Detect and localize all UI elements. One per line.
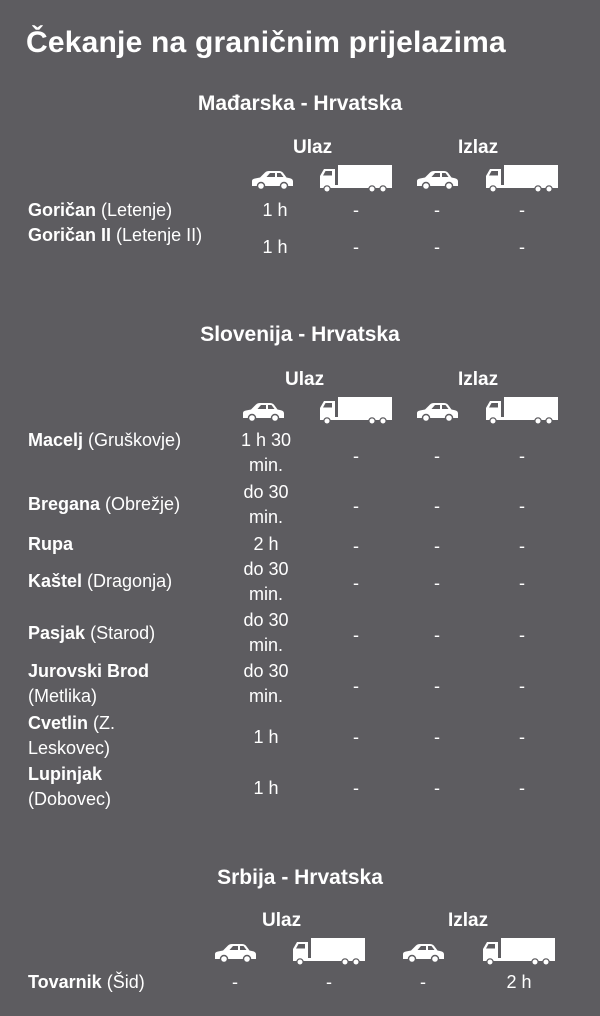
car-icon bbox=[212, 942, 258, 964]
entry-car-wait: do 30 min. bbox=[243, 482, 289, 527]
crossing-name: Rupa bbox=[28, 534, 73, 554]
exit-header: Izlaz bbox=[458, 137, 499, 158]
crossing-name: Pasjak (Starod) bbox=[28, 623, 156, 643]
entry-truck-wait: - bbox=[353, 625, 359, 645]
crossing-name: Lupinjak (Dobovec) bbox=[28, 764, 112, 809]
exit-truck-wait: - bbox=[519, 625, 525, 645]
car-icon bbox=[240, 401, 286, 423]
exit-car-wait: - bbox=[434, 200, 440, 220]
exit-truck-wait: - bbox=[519, 200, 525, 220]
car-icon bbox=[400, 942, 446, 964]
car-icon bbox=[414, 169, 460, 191]
truck-icon bbox=[484, 164, 560, 194]
section-title: Slovenija - Hrvatska bbox=[200, 323, 400, 346]
entry-car-wait: do 30 min. bbox=[243, 610, 289, 655]
entry-car-wait: do 30 min. bbox=[243, 661, 289, 706]
exit-truck-wait: - bbox=[519, 778, 525, 798]
entry-truck-wait: - bbox=[353, 676, 359, 696]
section-title: Mađarska - Hrvatska bbox=[197, 92, 403, 115]
exit-car-wait: - bbox=[434, 676, 440, 696]
entry-car-wait: 1 h bbox=[253, 778, 279, 798]
crossing-name: Goričan (Letenje) bbox=[28, 200, 173, 220]
truck-icon bbox=[318, 164, 394, 194]
exit-car-wait: - bbox=[434, 727, 440, 747]
exit-truck-wait: 2 h bbox=[506, 972, 532, 992]
car-icon bbox=[414, 401, 460, 423]
entry-car-wait: - bbox=[232, 972, 238, 992]
entry-car-wait: 1 h bbox=[253, 727, 279, 747]
crossing-name: Cvetlin (Z. Leskovec) bbox=[28, 713, 116, 758]
exit-truck-wait: - bbox=[519, 496, 525, 516]
crossing-name: Tovarnik (Šid) bbox=[28, 972, 145, 992]
exit-car-wait: - bbox=[434, 446, 440, 466]
exit-car-wait: - bbox=[434, 778, 440, 798]
truck-icon bbox=[484, 396, 560, 426]
exit-truck-wait: - bbox=[519, 446, 525, 466]
crossing-name: Bregana (Obrežje) bbox=[28, 494, 181, 514]
entry-truck-wait: - bbox=[326, 972, 332, 992]
entry-car-wait: 2 h bbox=[253, 534, 279, 554]
exit-truck-wait: - bbox=[519, 573, 525, 593]
exit-truck-wait: - bbox=[519, 536, 525, 556]
exit-truck-wait: - bbox=[519, 727, 525, 747]
entry-truck-wait: - bbox=[353, 200, 359, 220]
entry-truck-wait: - bbox=[353, 496, 359, 516]
crossing-name: Kaštel (Dragonja) bbox=[28, 571, 173, 591]
exit-header: Izlaz bbox=[448, 910, 489, 931]
exit-car-wait: - bbox=[420, 972, 426, 992]
entry-car-wait: do 30 min. bbox=[243, 559, 289, 604]
crossing-name: Goričan II (Letenje II) bbox=[28, 225, 203, 245]
entry-header: Ulaz bbox=[262, 910, 302, 931]
entry-truck-wait: - bbox=[353, 446, 359, 466]
exit-car-wait: - bbox=[434, 625, 440, 645]
entry-car-wait: 1 h bbox=[262, 200, 288, 220]
entry-truck-wait: - bbox=[353, 573, 359, 593]
truck-icon bbox=[318, 396, 394, 426]
entry-truck-wait: - bbox=[353, 727, 359, 747]
exit-car-wait: - bbox=[434, 573, 440, 593]
exit-car-wait: - bbox=[434, 237, 440, 257]
exit-header: Izlaz bbox=[458, 369, 499, 390]
page-title: Čekanje na graničnim prijelazima bbox=[26, 26, 506, 59]
truck-icon bbox=[481, 937, 557, 967]
entry-truck-wait: - bbox=[353, 778, 359, 798]
entry-truck-wait: - bbox=[353, 536, 359, 556]
entry-truck-wait: - bbox=[353, 237, 359, 257]
entry-car-wait: 1 h 30 min. bbox=[240, 430, 292, 475]
entry-header: Ulaz bbox=[285, 369, 325, 390]
entry-header: Ulaz bbox=[293, 137, 333, 158]
exit-truck-wait: - bbox=[519, 237, 525, 257]
car-icon bbox=[249, 169, 295, 191]
exit-car-wait: - bbox=[434, 536, 440, 556]
crossing-name: Macelj (Gruškovje) bbox=[28, 430, 182, 450]
entry-car-wait: 1 h bbox=[262, 237, 288, 257]
truck-icon bbox=[291, 937, 367, 967]
exit-truck-wait: - bbox=[519, 676, 525, 696]
section-title: Srbija - Hrvatska bbox=[217, 866, 383, 889]
exit-car-wait: - bbox=[434, 496, 440, 516]
crossing-name: Jurovski Brod (Metlika) bbox=[28, 661, 150, 706]
